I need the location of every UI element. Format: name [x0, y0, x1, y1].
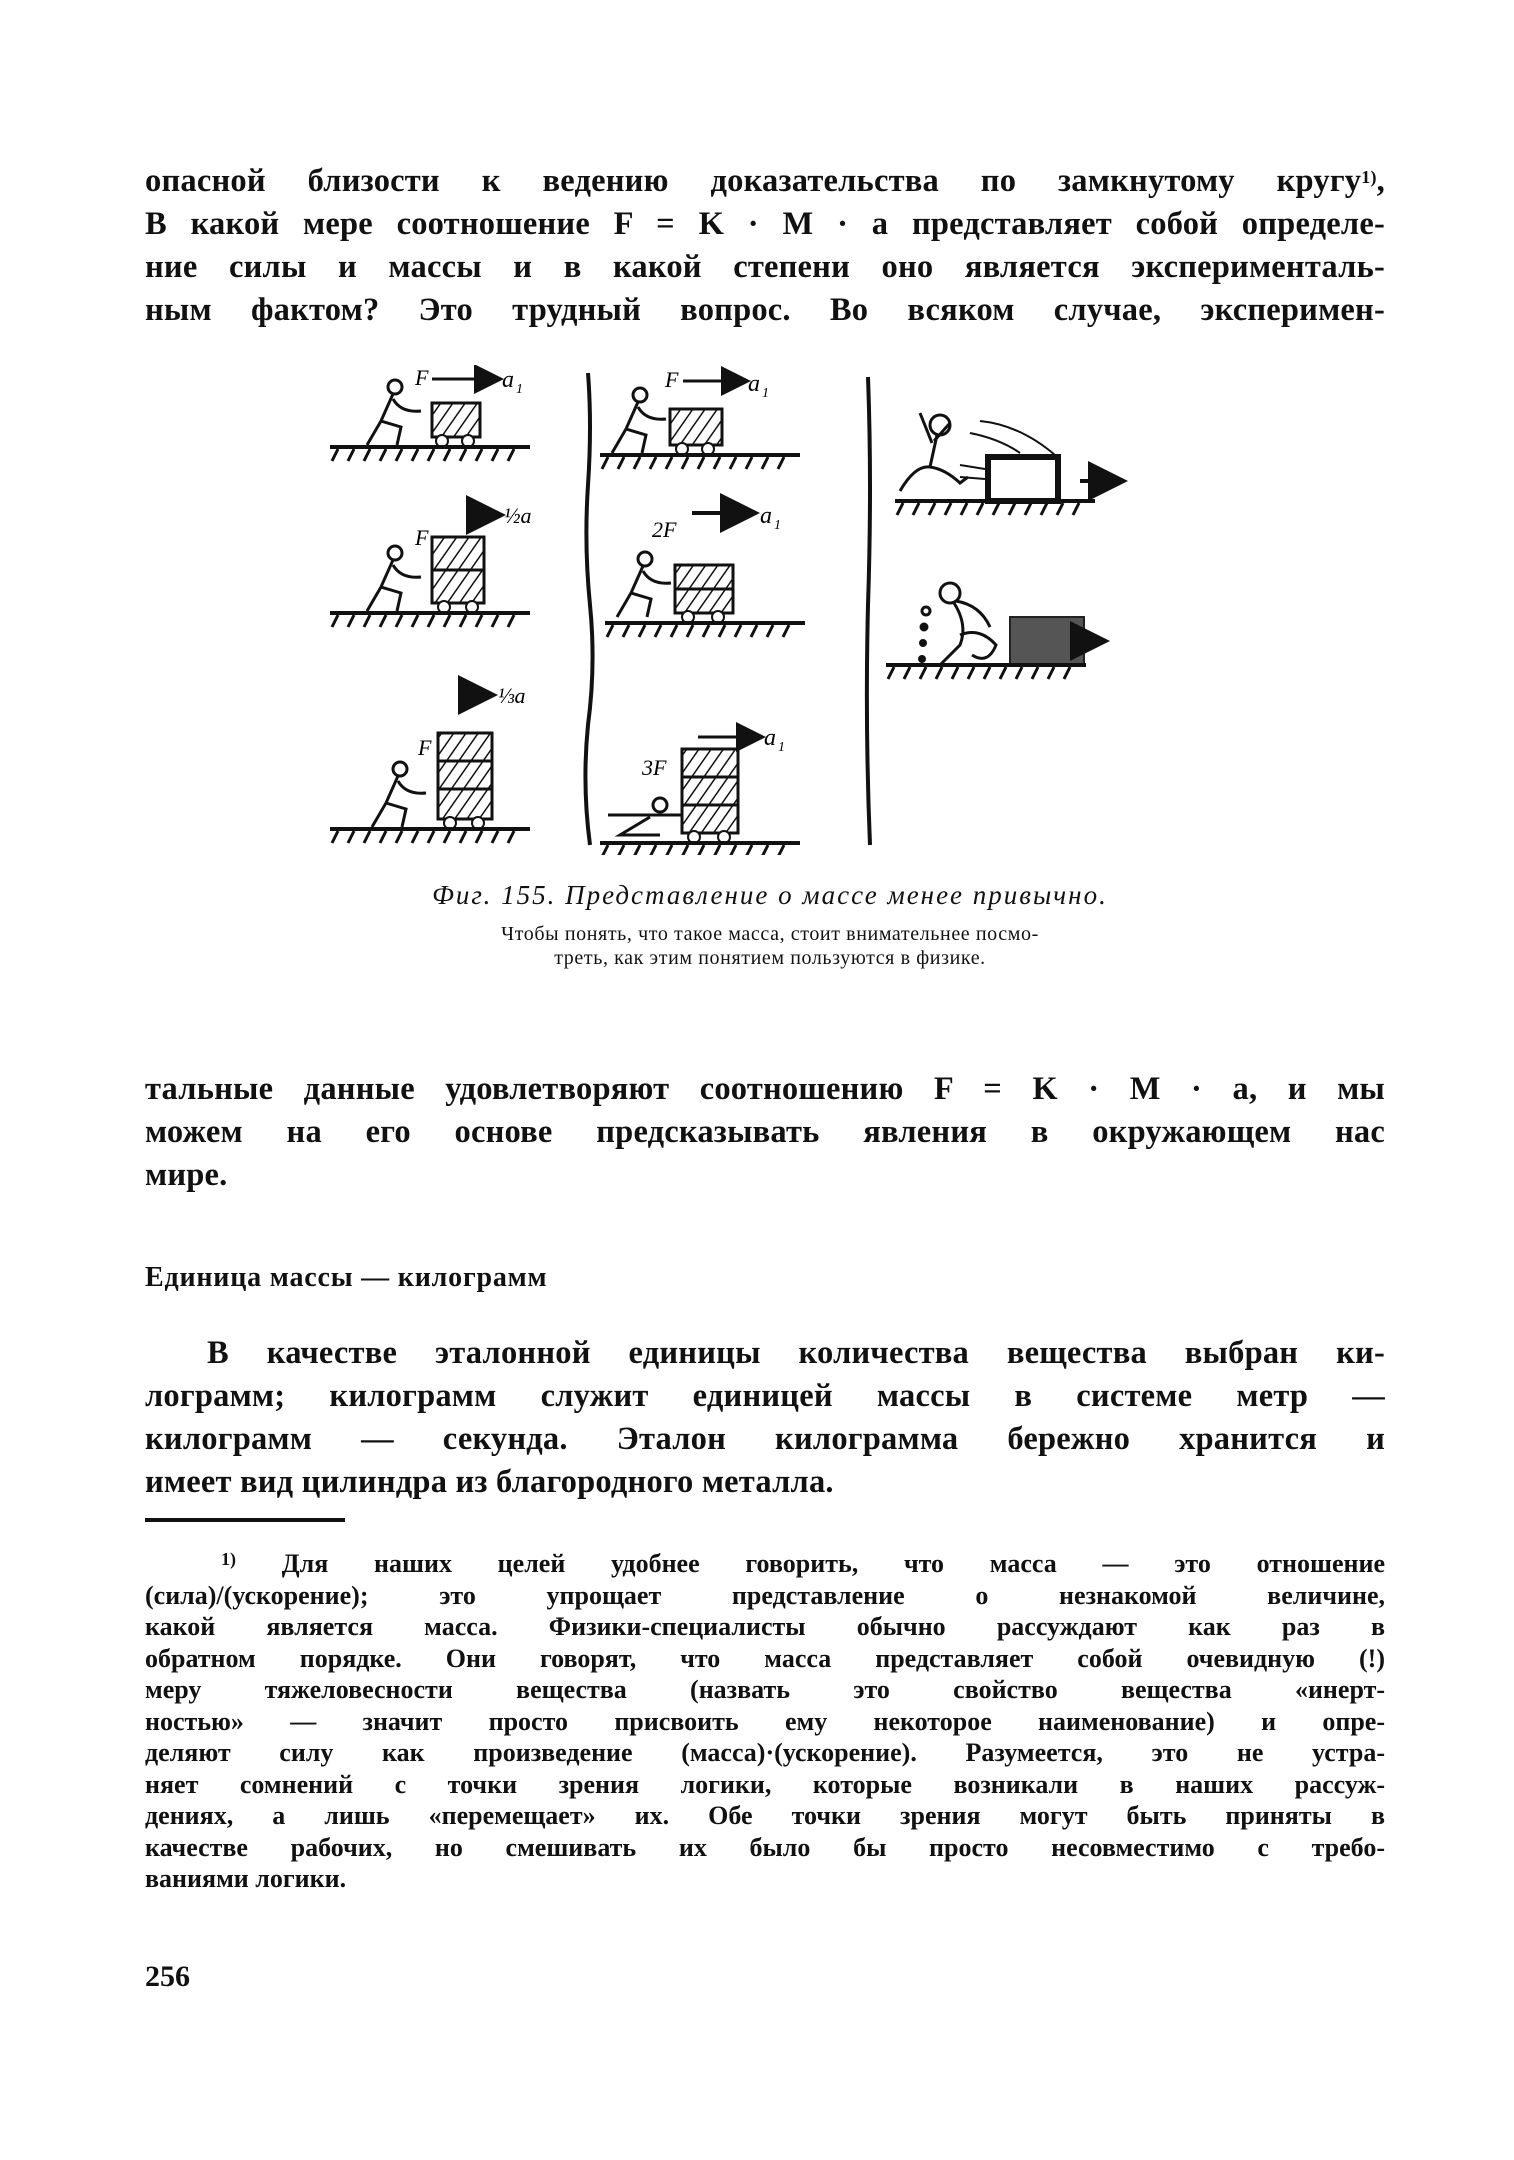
divider-wavy — [585, 373, 592, 845]
footnote-divider — [145, 1518, 345, 1522]
paragraph-after-figure — [145, 1068, 1385, 1197]
footnote-line: дениях, а лишь «перемещает» их. Обе точки зрения могут быть приняты в — [145, 1801, 1385, 1830]
section-paragraph — [145, 1332, 1385, 1504]
panel-col3-kick-light-box — [895, 413, 1120, 515]
footnote-marker: 1) — [221, 1549, 236, 1569]
panel-col1-row2 — [330, 503, 532, 627]
panel-col1-row1 — [330, 365, 530, 461]
footnote-line: ваниями логики. — [145, 1864, 347, 1893]
figure-caption-title — [340, 880, 1200, 911]
svg-text:½a: ½a — [504, 503, 532, 528]
panel-col2-row3 — [600, 725, 800, 855]
text-line: лограмм; килограмм служит единицей массы в системе метр — — [145, 1378, 1385, 1414]
footnote-ref: 1) — [1361, 167, 1377, 187]
footnote-line: меру тяжеловесности вещества (назвать это свойство вещества «инерт- — [145, 1675, 1385, 1704]
footnote-line: $^{1)}$ Для наших целей удобнее говорить, что масса — это отношение — [221, 1549, 1386, 1578]
svg-text:F: F — [415, 525, 429, 550]
footnote — [145, 1548, 1385, 1895]
svg-text:1: 1 — [778, 740, 785, 755]
text-line: ние силы и массы и в какой степени оно является эксперименталь- — [145, 249, 1385, 285]
svg-text:1: 1 — [516, 382, 523, 397]
figure-155-illustration — [320, 365, 1200, 855]
text-line: опасной близости к ведению доказательства по замкнутому кругу$^{1)}$, — [145, 163, 1385, 199]
panel-col1-row3 — [330, 683, 530, 843]
footnote-line: какой является масса. Физики-специалисты обычно рассуждают как раз в — [145, 1612, 1385, 1641]
figure-caption-body: Чтобы понять, что такое масса, стоит внимательнее посмо- треть, как этим понятием пользуются в физике. — [501, 923, 1039, 969]
svg-text:F: F — [418, 735, 432, 760]
page-number: 256 — [145, 1960, 190, 1993]
footnote-line: (сила)/(ускорение); это упрощает представление о незнакомой величине, — [145, 1580, 1385, 1610]
svg-text:a: a — [764, 725, 776, 751]
svg-text:1: 1 — [774, 518, 781, 533]
panel-col2-row2 — [605, 503, 805, 637]
svg-text:2F: 2F — [652, 517, 677, 542]
figure-label: Фиг. 155. — [432, 880, 557, 910]
footnote-line: обратном порядке. Они говорят, что масса представляет собой очевидную (!) — [145, 1643, 1385, 1673]
footnote-line: деляют силу как произведение (масса)·(ускорение). Разумеется, это не устра- — [145, 1738, 1385, 1767]
section-heading: Единица массы — килограмм — [145, 1262, 548, 1293]
svg-text:3F: 3F — [642, 755, 667, 780]
svg-text:⅓a: ⅓a — [498, 683, 526, 708]
footnote-line: няет сомнений с точки зрения логики, которые возникали в наших рассуж- — [145, 1769, 1385, 1799]
text-line: имеет вид цилиндра из благородного металла. — [145, 1464, 834, 1500]
svg-text:a: a — [760, 503, 772, 529]
divider-line — [867, 377, 870, 845]
text-line: тальные данные удовлетворяют соотношению F = K · M · a, и мы — [145, 1071, 1385, 1107]
text-line: мире. — [145, 1157, 228, 1193]
text-line: В качестве эталонной единицы количества вещества выбран ки- — [207, 1335, 1385, 1371]
paragraph-top — [145, 160, 1385, 332]
svg-text:a: a — [748, 371, 760, 397]
svg-text:1: 1 — [762, 386, 769, 401]
text-line: килограмм — секунда. Эталон килограмма бережно хранится и — [145, 1421, 1385, 1457]
footnote-line: качестве рабочих, но смешивать их было бы просто несовместимо с требо- — [145, 1832, 1385, 1862]
text-line: можем на его основе предсказывать явления в окружающем нас — [145, 1114, 1385, 1150]
text-line: В какой мере соотношение F = K · M · a представляет собой определе- — [145, 206, 1385, 242]
figure-title: Представление о массе менее привычно. — [565, 880, 1108, 910]
svg-text:F: F — [665, 367, 679, 392]
panel-col3-kick-heavy-box — [886, 583, 1102, 679]
footnote-line: ностью» — значит просто присвоить ему некоторое наименование) и опре- — [145, 1706, 1385, 1736]
svg-text:a: a — [502, 367, 514, 393]
text-line: ным фактом? Это трудный вопрос. Во всяком случае, эксперимен- — [145, 292, 1385, 328]
panel-col2-row1 — [600, 367, 800, 469]
svg-text:F: F — [415, 365, 429, 390]
